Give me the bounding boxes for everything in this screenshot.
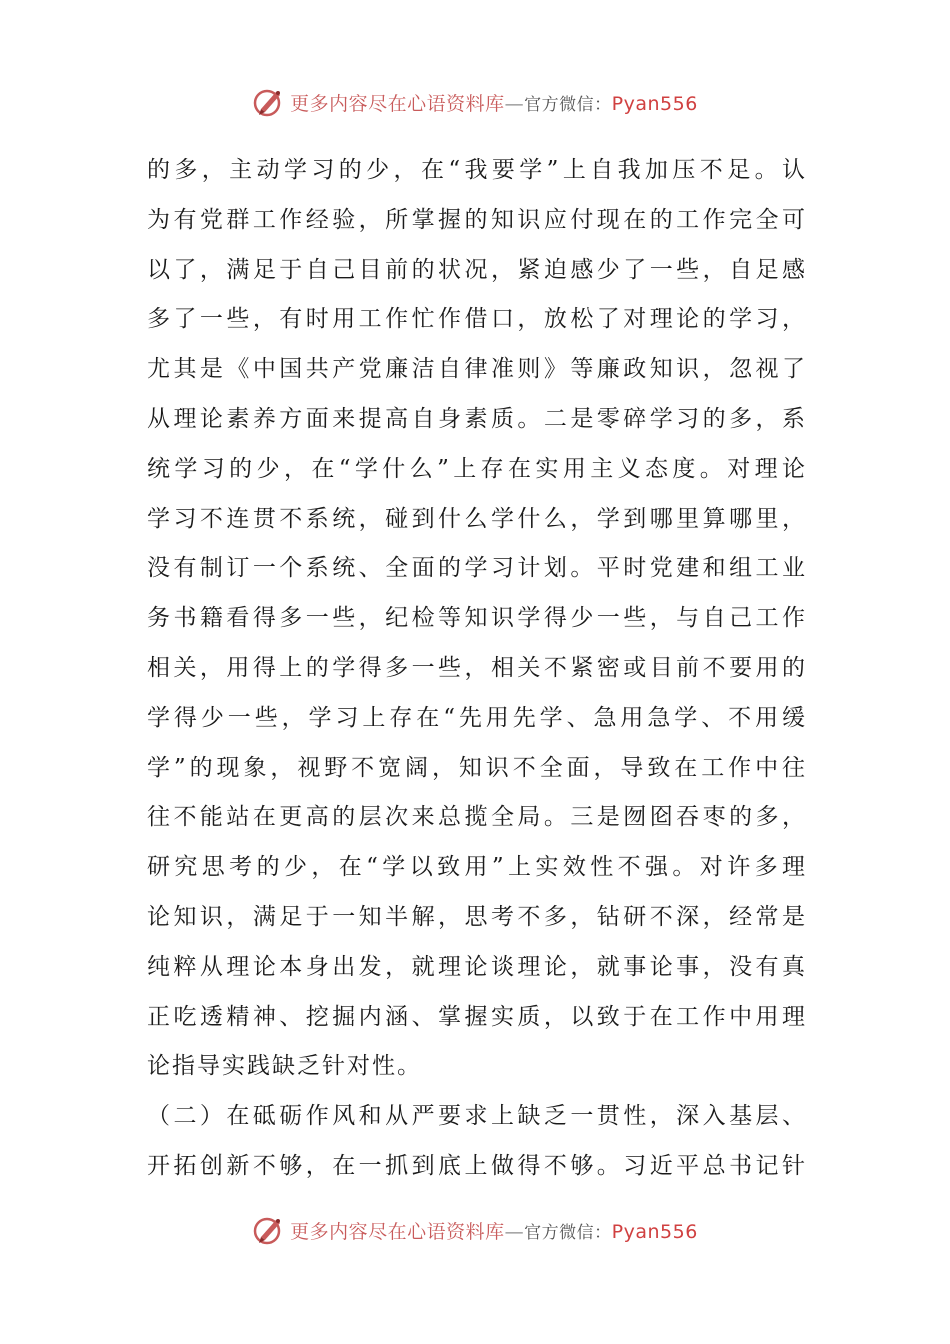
text-line: 正吃透精神、挖掘内涵、掌握实质，以致于在工作中用理: [147, 1003, 807, 1030]
banner-dash: —: [504, 92, 525, 115]
text-line: 开拓创新不够，在一抓到底上做得不够。习近平总书记针: [147, 1152, 807, 1179]
header-banner: [0, 82, 950, 122]
text-line: 论知识，满足于一知半解，思考不多，钻研不深，经常是: [147, 903, 807, 930]
pen-circle-logo-icon: [252, 1213, 286, 1247]
banner-wechat-id: Pyan556: [611, 1220, 698, 1243]
text-line: 研究思考的少，在“学以致用”上实效性不强。对许多理: [147, 854, 807, 881]
banner-text: [290, 1217, 698, 1244]
text-line: 学”的现象，视野不宽阔，知识不全面，导致在工作中往: [147, 754, 807, 781]
text-line: 往不能站在更高的层次来总揽全局。三是囫囵吞枣的多，: [147, 804, 807, 831]
text-line: 尤其是《中国共产党廉洁自律准则》等廉政知识，忽视了: [147, 356, 807, 383]
text-line: 以了，满足于自己目前的状况，紧迫感少了一些，自足感: [147, 256, 807, 283]
text-line: 相关，用得上的学得多一些，相关不紧密或目前不要用的: [147, 654, 807, 681]
text-line: 学习不连贯不系统，碰到什么学什么，学到哪里算哪里，: [147, 505, 807, 532]
banner-wechat-id: Pyan556: [611, 92, 698, 115]
text-line: 纯粹从理论本身出发，就理论谈理论，就事论事，没有真: [147, 953, 807, 980]
text-line: 学得少一些，学习上存在“先用先学、急用急学、不用缓: [147, 704, 807, 731]
text-line: 论指导实践缺乏针对性。: [147, 1053, 422, 1080]
text-line: 为有党群工作经验，所掌握的知识应付现在的工作完全可: [147, 206, 807, 233]
banner-site-text: 更多内容尽在心语资料库: [290, 92, 505, 115]
text-line: 多了一些，有时用工作忙作借口，放松了对理论的学习，: [147, 306, 807, 333]
text-line: 从理论素养方面来提高自身素质。二是零碎学习的多，系: [147, 405, 807, 432]
banner-dash: —: [504, 1220, 525, 1243]
banner-wechat-label: 官方微信：: [524, 94, 612, 115]
banner-text: [290, 89, 698, 116]
text-line: 的多，主动学习的少，在“我要学”上自我加压不足。认: [147, 157, 807, 183]
banner-site-text: 更多内容尽在心语资料库: [290, 1220, 505, 1243]
document-body: [147, 146, 807, 1192]
banner-wechat-label: 官方微信：: [524, 1222, 612, 1243]
text-line: （二）在砥砺作风和从严要求上缺乏一贯性，深入基层、: [147, 1103, 807, 1130]
text-line: 务书籍看得多一些，纪检等知识学得少一些，与自己工作: [147, 605, 807, 632]
text-line: 没有制订一个系统、全面的学习计划。平时党建和组工业: [147, 555, 807, 582]
footer-banner: [0, 1210, 950, 1250]
pen-circle-logo-icon: [252, 85, 286, 119]
text-line: 统学习的少，在“学什么”上存在实用主义态度。对理论: [147, 455, 807, 482]
